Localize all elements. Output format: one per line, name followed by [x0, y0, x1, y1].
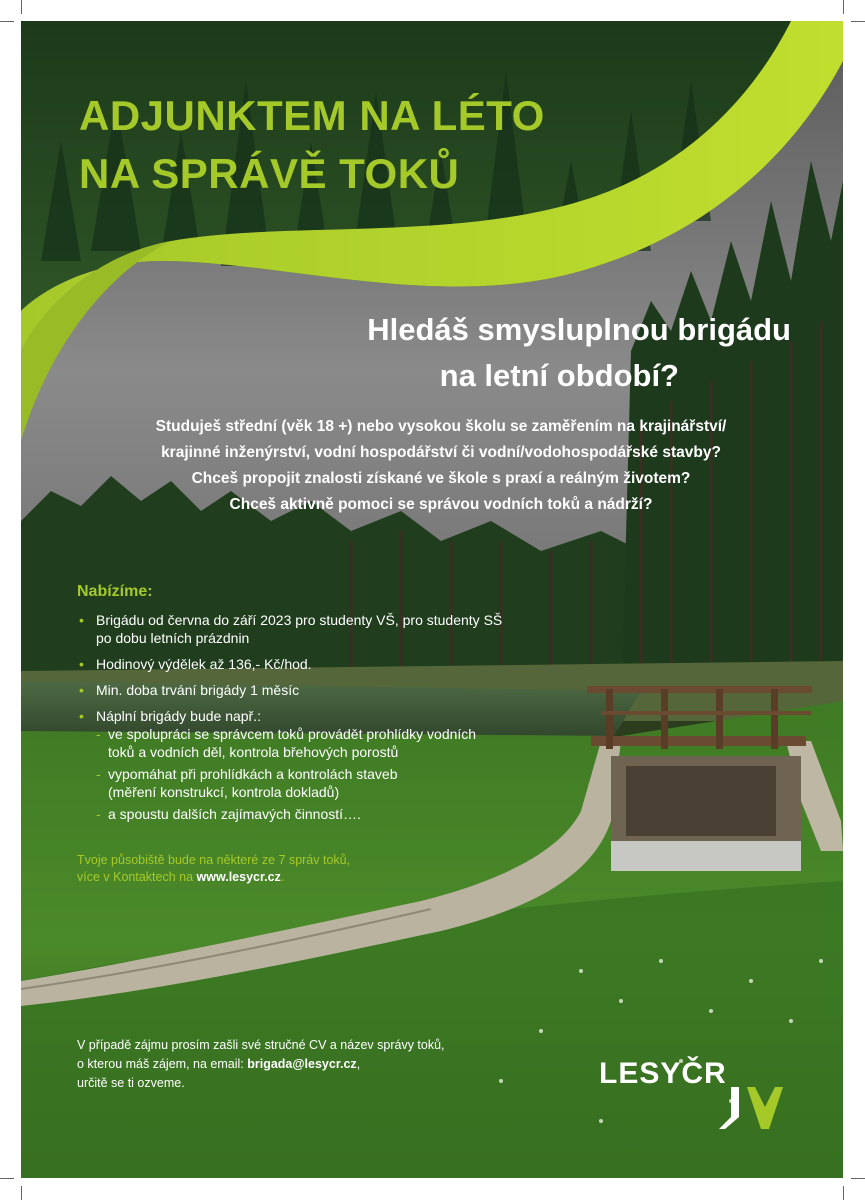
question-study-line2: krajinné inženýrství, vodní hospodářství či vodní/vodohospodářské stavby? — [161, 444, 721, 461]
crop-mark-top-right-v — [843, 0, 844, 14]
task-constructions-line2: (měření konstrukcí, kontrola dokladů) — [108, 784, 340, 800]
location-note-line2 — [77, 869, 507, 886]
offer-item-duration-text: Min. doba trvání brigády 1 měsíc — [96, 682, 300, 698]
question-help: Chceš aktivně pomoci se správou vodních toků a nádrží? — [229, 496, 653, 513]
question-study-line1: Studuješ střední (věk 18 +) nebo vysokou školu se zaměřením na krajinářství/ — [155, 418, 727, 435]
bullet-icon: • — [79, 682, 84, 698]
question-practice: Chceš propojit znalosti získané ve škole s praxí a reálným životem? — [191, 470, 691, 487]
task-constructions — [96, 765, 577, 801]
dash-icon: - — [96, 766, 101, 782]
dash-icon: - — [96, 806, 101, 822]
contact-line1: V případě zájmu prosím zašli své stručné CV a název správy toků, — [77, 1038, 445, 1052]
crop-mark-bottom-left-h — [0, 1178, 14, 1179]
website-link[interactable]: www.lesycr.cz — [196, 870, 281, 884]
contact-line2-suffix: , — [356, 1057, 361, 1071]
task-constructions-line1: vypomáhat při prohlídkách a kontrolách staveb — [108, 766, 398, 782]
poster — [21, 21, 843, 1178]
offer-list — [77, 611, 577, 823]
bullet-icon: • — [79, 612, 84, 628]
offer-heading: Nabízíme: — [77, 583, 153, 600]
location-note — [77, 852, 507, 886]
offer-item-period — [77, 611, 577, 647]
offer-item-tasks — [77, 707, 577, 823]
offer-item-tasks-text: Náplní brigády bude např.: — [96, 708, 261, 724]
crop-mark-bottom-left-v — [21, 1186, 22, 1200]
bullet-icon: • — [79, 656, 84, 672]
bullet-icon: • — [79, 708, 84, 724]
headline-line2: na letní období? — [439, 358, 679, 393]
task-other-text: a spoustu dalších zajímavých činností…. — [108, 806, 361, 822]
crop-mark-top-right-h — [851, 21, 865, 22]
task-other — [96, 805, 577, 823]
task-inspections-line2: toků a vodních děl, kontrola břehových porostů — [108, 744, 399, 760]
headline — [191, 307, 791, 399]
poster-title-line1: ADJUNKTEM NA LÉTO — [79, 92, 545, 139]
crop-mark-bottom-right-h — [851, 1178, 865, 1179]
logo-tree-mark-icon — [717, 1087, 787, 1129]
poster-title-line2: NA SPRÁVĚ TOKŮ — [79, 150, 460, 197]
offer-section — [77, 583, 577, 831]
location-note-line1: Tvoje působiště bude na některé ze 7 správ toků, — [77, 853, 351, 867]
contact-line2-prefix: o kterou máš zájem, na email: — [77, 1057, 248, 1071]
headline-line1: Hledáš smysluplnou brigádu — [367, 312, 791, 347]
crop-mark-top-left-v — [21, 0, 22, 14]
contact-section — [77, 1036, 547, 1093]
lesy-cr-logo — [599, 1057, 789, 1129]
contact-line2 — [77, 1055, 547, 1074]
logo-wordmark: LESYČR — [599, 1057, 727, 1090]
offer-item-duration — [77, 681, 577, 699]
offer-item-wage-text: Hodinový výdělek až 136,- Kč/hod. — [96, 656, 312, 672]
task-inspections-line1: ve spolupráci se správcem toků provádět prohlídky vodních — [108, 726, 477, 742]
offer-item-wage — [77, 655, 577, 673]
questions-block — [61, 414, 821, 518]
location-note-prefix: více v Kontaktech na — [77, 870, 197, 884]
contact-email-link[interactable]: brigada@lesycr.cz — [247, 1057, 357, 1071]
crop-mark-top-left-h — [0, 21, 14, 22]
location-note-suffix: . — [280, 870, 285, 884]
tasks-list — [96, 725, 577, 823]
offer-item-period-line2: po dobu letních prázdnin — [96, 630, 250, 646]
contact-line3: určitě se ti ozveme. — [77, 1076, 185, 1090]
dash-icon: - — [96, 726, 101, 742]
task-inspections — [96, 725, 577, 761]
offer-item-period-line1: Brigádu od června do září 2023 pro studenty VŠ, pro studenty SŠ — [96, 612, 503, 628]
crop-mark-bottom-right-v — [843, 1186, 844, 1200]
poster-title — [79, 87, 545, 203]
